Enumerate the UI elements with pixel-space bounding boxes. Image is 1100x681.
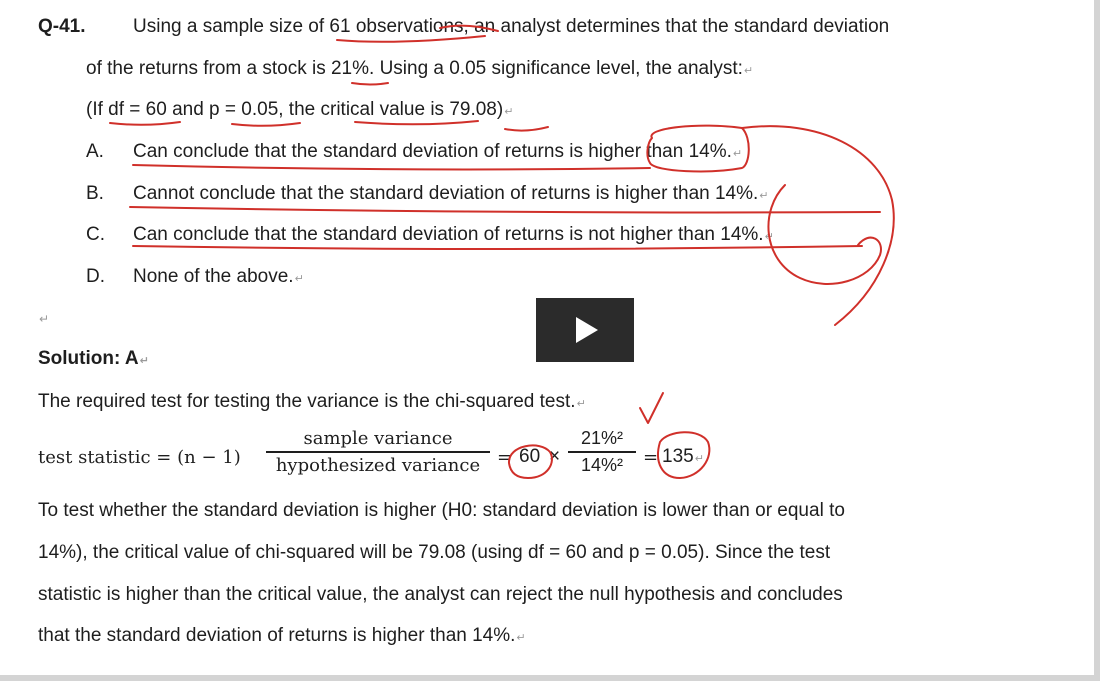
paragraph-mark-icon: ↵ — [576, 398, 586, 410]
paragraph-mark-icon: ↵ — [743, 65, 754, 77]
window-edge-right — [1094, 0, 1100, 681]
formula-df-value: 60 — [519, 446, 541, 467]
option-b-text: Cannot conclude that the standard deviation of returns is higher than 14%.↵ — [133, 183, 769, 204]
underline-option-c — [133, 246, 862, 249]
paragraph-mark-icon: ↵ — [732, 148, 743, 160]
formula-times: × — [549, 446, 561, 467]
question-number: Q-41. — [38, 16, 86, 37]
circle-option-c — [768, 185, 881, 284]
paragraph-mark-icon: ↵ — [39, 312, 50, 326]
paragraph-mark-icon: ↵ — [759, 190, 769, 202]
solution-paragraph-line-1: To test whether the standard deviation is higher (H0: standard deviation is lower than or equal to — [38, 500, 845, 521]
paragraph-mark-icon: ↵ — [139, 355, 149, 367]
paragraph-mark-icon: ↵ — [504, 106, 514, 118]
formula-equals-2: = — [643, 447, 659, 468]
fraction-2-numerator: 21%² — [580, 428, 624, 448]
solution-intro: The required test for testing the variance is the chi-squared test.↵ — [38, 391, 586, 412]
formula-lhs: test statistic = (n − 1) — [38, 447, 241, 468]
option-b-letter: B. — [86, 183, 104, 204]
play-icon — [576, 317, 598, 343]
formula-result: 135↵ — [662, 446, 704, 467]
window-edge-bottom — [0, 675, 1100, 681]
option-a-text: Can conclude that the standard deviation of returns is higher than 14%.↵ — [133, 141, 743, 162]
paragraph-mark-icon: ↵ — [694, 453, 704, 465]
paragraph-mark-icon: ↵ — [516, 632, 526, 644]
underline-21-percent — [352, 83, 388, 85]
underline-p-005 — [232, 123, 300, 126]
question-stem-line-3: (If df = 60 and p = 0.05, the critical value is 79.08)↵ — [86, 99, 514, 120]
fraction-bar — [266, 451, 490, 453]
solution-paragraph-line-2: 14%), the critical value of chi-squared will be 79.08 (using df = 60 and p = 0.05). Since the test — [38, 542, 831, 563]
option-c-letter: C. — [86, 224, 105, 245]
option-a-letter: A. — [86, 141, 104, 162]
underline-option-b — [130, 207, 880, 212]
tick-mark — [640, 393, 663, 423]
fraction-1-numerator: sample variance — [303, 428, 453, 449]
fraction-bar — [568, 451, 636, 453]
solution-paragraph-line-3: statistic is higher than the critical value, the analyst can reject the null hypothesis and concludes — [38, 584, 843, 605]
underline-option-a — [133, 165, 650, 169]
option-d-letter: D. — [86, 266, 105, 287]
formula-fraction-2 — [568, 428, 636, 476]
underline-79-08 — [505, 127, 548, 131]
fraction-2-denominator: 14%² — [580, 454, 624, 475]
option-d-text: None of the above.↵ — [133, 266, 304, 287]
formula-equals-1: = — [497, 447, 513, 468]
option-c-text: Can conclude that the standard deviation of returns is not higher than 14%.↵ — [133, 224, 774, 245]
underline-df-60 — [110, 122, 180, 125]
solution-heading: Solution: A↵ — [38, 348, 149, 369]
paragraph-mark-icon: ↵ — [764, 231, 774, 243]
formula-fraction-1 — [266, 428, 490, 476]
video-play-button[interactable] — [536, 298, 634, 362]
paragraph-mark-icon: ↵ — [294, 273, 304, 285]
underline-critical-value — [355, 121, 478, 124]
question-stem-line-2: of the returns from a stock is 21%. Using a 0.05 significance level, the analyst:↵ — [86, 58, 754, 79]
fraction-1-denominator: hypothesized variance — [275, 454, 481, 476]
question-stem-line-1: Using a sample size of 61 observations, an analyst determines that the standard deviation — [133, 16, 890, 37]
solution-paragraph-line-4: that the standard deviation of returns is higher than 14%.↵ — [38, 625, 526, 646]
